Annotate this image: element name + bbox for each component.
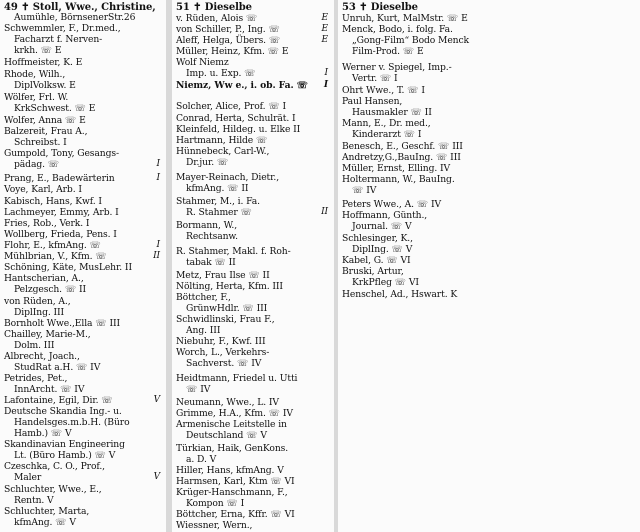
directory-entry-line <box>352 244 638 255</box>
directory-entry-line <box>176 80 332 91</box>
entry-text: Unruh, Kurt, MalMstr. ☏ E <box>342 13 468 24</box>
directory-entry-line <box>186 325 332 336</box>
directory-entry-line <box>342 163 638 174</box>
entry-text: Journal. ☏ V <box>352 221 412 232</box>
entry-text: Hiller, Hans, kfmAng. V <box>176 465 284 476</box>
directory-entry-line <box>342 141 638 152</box>
floor-marker: I <box>156 159 160 169</box>
entry-text: Müller, Ernst, Elling. IV <box>342 163 451 174</box>
entry-text: Hantscherian, A., <box>4 273 84 284</box>
directory-entry-line <box>4 184 164 195</box>
entry-text: Rentn. V <box>14 495 54 506</box>
directory-entry-line <box>4 218 164 229</box>
directory-entry-line <box>4 57 164 68</box>
directory-entry-line <box>176 35 332 46</box>
directory-entry-line <box>14 428 164 439</box>
entry-text: Peters Wwe., A. ☏ IV <box>342 199 442 210</box>
floor-marker: II <box>153 251 160 261</box>
entry-text: v. Rüden, Alois ☏ <box>176 13 258 24</box>
entry-text: Schreibst. I <box>14 137 67 148</box>
floor-marker: E <box>321 24 328 34</box>
directory-entry-line <box>176 135 332 146</box>
directory-entry-line <box>342 210 638 221</box>
entry-text: Kabisch, Hans, Kwf. I <box>4 196 102 207</box>
directory-entry-line <box>4 115 164 126</box>
directory-entry-line <box>14 417 164 428</box>
directory-entry-line <box>14 472 164 483</box>
entry-text: KrkPfleg ☏ VI <box>352 277 419 288</box>
entry-text: Bornholt Wwe.,Ella ☏ III <box>4 318 121 329</box>
directory-entry-line <box>342 2 638 13</box>
directory-entry-line <box>4 148 164 159</box>
entry-text: DiplIng. ☏ V <box>352 244 413 255</box>
directory-entry-line <box>14 362 164 373</box>
entry-text: Aleff, Helga, Übers. ☏ <box>176 35 281 46</box>
entry-text: Kabel, G. ☏ VI <box>342 255 411 266</box>
directory-entry-line <box>342 24 638 35</box>
directory-entry-line <box>176 220 332 231</box>
directory-entry-line <box>4 273 164 284</box>
entry-text: Krüger-Hanschmann, F., <box>176 487 288 498</box>
directory-entry-line <box>342 85 638 96</box>
entry-text: Niebuhr, F., Kwf. III <box>176 336 266 347</box>
entry-text: Müller, Heinz, Kfm. ☏ E <box>176 46 289 57</box>
entry-text: tabak ☏ II <box>186 257 236 268</box>
directory-entry-line <box>176 172 332 183</box>
directory-entry-line <box>352 107 638 118</box>
directory-entry-line <box>186 498 332 509</box>
entry-text: Wolf Niemz <box>176 57 229 68</box>
directory-entry-line <box>4 23 164 34</box>
directory-entry-line <box>14 137 164 148</box>
entry-text: Neumann, Wwe., L. IV <box>176 397 279 408</box>
entry-text: pädag. ☏ <box>14 159 60 170</box>
entry-text: Aumühle, BörnsenerStr.26 <box>14 12 136 23</box>
directory-entry-line <box>342 199 638 210</box>
directory-entry-line <box>352 35 638 46</box>
entry-text: Rechtsanw. <box>186 231 238 242</box>
directory-entry-line <box>176 465 332 476</box>
directory-entry-line <box>342 96 638 107</box>
entry-text: Film-Prod. ☏ E <box>352 46 424 57</box>
floor-marker: V <box>153 395 160 405</box>
directory-entry-line <box>352 277 638 288</box>
directory-entry-line <box>176 24 332 35</box>
floor-marker: I <box>156 240 160 250</box>
directory-entry-line <box>4 395 164 406</box>
entry-text: Wollberg, Frieda, Pens. I <box>4 229 117 240</box>
entry-text: Harmsen, Karl, Ktm ☏ VI <box>176 476 295 487</box>
entry-text: InnArcht. ☏ IV <box>14 384 85 395</box>
house-number-heading: 49 ✝ Stoll, Wwe., Christine, <box>4 2 156 13</box>
directory-entry-line <box>4 351 164 362</box>
entry-text: Hausmakler ☏ II <box>352 107 432 118</box>
floor-marker: I <box>324 68 328 78</box>
directory-entry-line <box>14 45 164 56</box>
directory-entry-line <box>4 406 164 417</box>
directory-entry-line <box>176 101 332 112</box>
directory-entry-line <box>186 303 332 314</box>
entry-text: Stahmer, M., i. Fa. <box>176 196 260 207</box>
entry-text: Deutschland ☏ V <box>186 430 267 441</box>
directory-entry-line <box>14 159 164 170</box>
entry-text: Böttcher, F., <box>176 292 231 303</box>
directory-entry-line <box>14 80 164 91</box>
entry-text: Andretzy,G.,BauIng. ☏ III <box>342 152 461 163</box>
directory-entry-line <box>176 487 332 498</box>
house-number-heading: 51 ✝ Dieselbe <box>176 2 252 13</box>
directory-entry-line <box>352 185 638 196</box>
entry-text: Skandinavian Engineering <box>4 439 125 450</box>
entry-text: Dr.jur. ☏ <box>186 157 229 168</box>
entry-text: von Rüden, A., <box>4 296 71 307</box>
directory-entry-line <box>4 373 164 384</box>
directory-entry-line <box>342 118 638 129</box>
directory-entry-line <box>186 257 332 268</box>
entry-text: Mann, E., Dr. med., <box>342 118 431 129</box>
directory-entry-line <box>352 221 638 232</box>
entry-text: Böttcher, Erna, Kffr. ☏ VI <box>176 509 295 520</box>
directory-entry-line <box>4 126 164 137</box>
entry-text: Paul Hansen, <box>342 96 403 107</box>
directory-entry-line <box>176 443 332 454</box>
directory-entry-line <box>4 229 164 240</box>
entry-text: Werner v. Spiegel, Imp.- <box>342 62 452 73</box>
entry-text: Hartmann, Hilde ☏ <box>176 135 268 146</box>
directory-entry-line <box>342 62 638 73</box>
entry-text: Worch, L., Verkehrs- <box>176 347 270 358</box>
entry-text: Ang. III <box>186 325 221 336</box>
entry-text: Schöning, Käte, MusLehr. II <box>4 262 132 273</box>
directory-entry-line <box>4 92 164 103</box>
directory-entry-line <box>342 233 638 244</box>
entry-text: DiplIng. III <box>14 307 65 318</box>
directory-entry-line <box>176 246 332 257</box>
floor-marker: I <box>156 173 160 183</box>
entry-text: Handelsges.m.b.H. (Büro <box>14 417 130 428</box>
directory-entry-line <box>176 46 332 57</box>
entry-text: Voye, Karl, Arb. I <box>4 184 82 195</box>
directory-entry-line <box>176 419 332 430</box>
directory-entry-line <box>176 270 332 281</box>
entry-text: Menck, Bodo, i. folg. Fa. <box>342 24 453 35</box>
directory-entry-line <box>4 240 164 251</box>
directory-entry-line <box>352 46 638 57</box>
directory-entry-line <box>342 13 638 24</box>
directory-entry-line <box>176 314 332 325</box>
entry-text: Armenische Leitstelle in <box>176 419 287 430</box>
entry-text: Kinderarzt ☏ I <box>352 129 422 140</box>
directory-entry-line <box>176 113 332 124</box>
directory-entry-line <box>176 2 332 13</box>
directory-entry-line <box>14 340 164 351</box>
entry-text: Conrad, Herta, Schulrät. I <box>176 113 296 124</box>
directory-entry-line <box>14 103 164 114</box>
entry-text: Ohrt Wwe., T. ☏ I <box>342 85 425 96</box>
directory-entry-line <box>176 373 332 384</box>
entry-text: von Schiller, P., Ing. ☏ <box>176 24 280 35</box>
directory-entry-line <box>176 408 332 419</box>
entry-text: StudRat a.H. ☏ IV <box>14 362 101 373</box>
directory-entry-line <box>186 157 332 168</box>
entry-text: Hamb.) ☏ V <box>14 428 72 439</box>
entry-text: Niemz, Ww e., i. ob. Fa. ☏ <box>176 80 309 91</box>
entry-text: kfmAng. ☏ II <box>186 183 249 194</box>
entry-text: Hoffmann, Günth., <box>342 210 428 221</box>
entry-text: DiplVolksw. E <box>14 80 76 91</box>
entry-text: krkh. ☏ E <box>14 45 62 56</box>
entry-text: Chailley, Marie-M., <box>4 329 91 340</box>
directory-entry-line <box>342 289 638 300</box>
entry-text: Imp. u. Exp. ☏ <box>186 68 256 79</box>
entry-text: Balzereit, Frau A., <box>4 126 88 137</box>
entry-text: Mühlbrian, V., Kfm. ☏ <box>4 251 107 262</box>
entry-text: Metz, Frau Ilse ☏ II <box>176 270 270 281</box>
directory-entry-line <box>186 454 332 465</box>
entry-text: Prang, E., Badewärterin <box>4 173 115 184</box>
directory-entry-line <box>176 347 332 358</box>
directory-entry-line <box>4 329 164 340</box>
directory-entry-line <box>4 69 164 80</box>
directory-entry-line <box>186 68 332 79</box>
entry-text: Hoffmeister, K. E <box>4 57 83 68</box>
entry-text: Wolfer, Anna ☏ E <box>4 115 86 126</box>
floor-marker: II <box>321 207 328 217</box>
entry-text: GrünwHdlr. ☏ III <box>186 303 268 314</box>
entry-text: Wiessner, Wern., <box>176 520 253 531</box>
entry-text: Türkian, Haik, GenKons. <box>176 443 289 454</box>
directory-entry-line <box>14 495 164 506</box>
floor-marker: V <box>153 472 160 482</box>
directory-entry-line <box>4 207 164 218</box>
directory-entry-line <box>4 506 164 517</box>
directory-entry-line <box>14 384 164 395</box>
entry-text: Kleinfeld, Hildeg. u. Elke II <box>176 124 301 135</box>
entry-text: Henschel, Ad., Hswart. K <box>342 289 458 300</box>
directory-entry-line <box>4 461 164 472</box>
directory-entry-line <box>4 296 164 307</box>
entry-text: Mayer-Reinach, Dietr., <box>176 172 280 183</box>
entry-text: Heidtmann, Friedel u. Utti <box>176 373 298 384</box>
column-53 <box>338 0 640 532</box>
directory-entry-line <box>186 384 332 395</box>
directory-entry-line <box>4 439 164 450</box>
directory-entry-line <box>176 146 332 157</box>
entry-text: Schwemmler, F., Dr.med., <box>4 23 121 34</box>
directory-entry-line <box>176 397 332 408</box>
entry-text: Schwidlinski, Frau F., <box>176 314 275 325</box>
directory-entry-line <box>176 13 332 24</box>
directory-entry-line <box>186 358 332 369</box>
directory-entry-line <box>14 34 164 45</box>
entry-text: Albrecht, Joach., <box>4 351 80 362</box>
entry-text: Nölting, Herta, Kfm. III <box>176 281 283 292</box>
entry-text: Bormann, W., <box>176 220 238 231</box>
entry-text: Vertr. ☏ I <box>352 73 398 84</box>
entry-text: Flohr, E., kfmAng. ☏ <box>4 240 101 251</box>
entry-text: Schlesinger, K., <box>342 233 413 244</box>
directory-entry-line <box>14 517 164 528</box>
directory-entry-line <box>4 196 164 207</box>
directory-entry-line <box>342 152 638 163</box>
directory-entry-line <box>342 266 638 277</box>
directory-entry-line <box>186 183 332 194</box>
entry-text: Maler <box>14 472 42 483</box>
directory-entry-line <box>14 307 164 318</box>
directory-entry-line <box>14 284 164 295</box>
entry-text: Facharzt f. Nerven- <box>14 34 103 45</box>
directory-entry-line <box>14 450 164 461</box>
directory-entry-line <box>4 262 164 273</box>
entry-text: Lafontaine, Egil, Dir. ☏ <box>4 395 113 406</box>
entry-text: Lt. (Büro Hamb.) ☏ V <box>14 450 116 461</box>
directory-entry-line <box>186 231 332 242</box>
entry-text: Gumpold, Tony, Gesangs- <box>4 148 119 159</box>
entry-text: Deutsche Skandia Ing.- u. <box>4 406 122 417</box>
directory-entry-line <box>176 509 332 520</box>
entry-text: Czeschka, C. O., Prof., <box>4 461 105 472</box>
directory-entry-line <box>176 520 332 531</box>
directory-entry-line <box>176 57 332 68</box>
directory-entry-line <box>4 484 164 495</box>
entry-text: R. Stahmer ☏ <box>186 207 252 218</box>
entry-text: Dolm. III <box>14 340 55 351</box>
entry-text: a. D. V <box>186 454 217 465</box>
column-49 <box>0 0 166 532</box>
directory-entry-line <box>186 430 332 441</box>
entry-text: Fries, Rob., Verk. I <box>4 218 90 229</box>
entry-text: Holtermann, W., BauIng. <box>342 174 455 185</box>
directory-entry-line <box>176 476 332 487</box>
floor-marker: I <box>323 80 328 90</box>
house-number-heading: 53 ✝ Dieselbe <box>342 2 418 13</box>
directory-entry-line <box>176 124 332 135</box>
entry-text: Sachverst. ☏ IV <box>186 358 262 369</box>
entry-text: Pelzgesch. ☏ II <box>14 284 87 295</box>
entry-text: Hünnebeck, Carl-W., <box>176 146 270 157</box>
entry-text: Grimme, H.A., Kfm. ☏ IV <box>176 408 293 419</box>
entry-text: Kompon ☏ I <box>186 498 245 509</box>
directory-entry-line <box>352 73 638 84</box>
entry-text: R. Stahmer, Makl. f. Roh- <box>176 246 291 257</box>
directory-entry-line <box>14 12 164 23</box>
directory-entry-line <box>176 196 332 207</box>
floor-marker: E <box>321 35 328 45</box>
directory-entry-line <box>4 173 164 184</box>
directory-entry-line <box>342 174 638 185</box>
entry-text: Rhode, Wilh., <box>4 69 66 80</box>
entry-text: KrkSchwest. ☏ E <box>14 103 96 114</box>
directory-entry-line <box>176 281 332 292</box>
floor-marker: E <box>321 13 328 23</box>
entry-text: Bruski, Artur, <box>342 266 404 277</box>
entry-text: ☏ IV <box>352 185 377 196</box>
column-51 <box>172 0 334 532</box>
entry-text: Wölfer, Frl. W. <box>4 92 69 103</box>
entry-text: ☏ IV <box>186 384 211 395</box>
directory-entry-line <box>342 255 638 266</box>
directory-entry-line <box>176 336 332 347</box>
entry-text: „Gong-Film“ Bodo Menck <box>352 35 470 46</box>
directory-entry-line <box>4 251 164 262</box>
entry-text: kfmAng. ☏ V <box>14 517 76 528</box>
entry-text: Schluchter, Wwe., E., <box>4 484 102 495</box>
directory-entry-line <box>176 292 332 303</box>
entry-text: Benesch, E., Geschf. ☏ III <box>342 141 463 152</box>
entry-text: Petrides, Pet., <box>4 373 68 384</box>
entry-text: Lachmeyer, Emmy, Arb. I <box>4 207 119 218</box>
directory-entry-line <box>352 129 638 140</box>
entry-text: Solcher, Alice, Prof. ☏ I <box>176 101 286 112</box>
entry-text: Schluchter, Marta, <box>4 506 90 517</box>
directory-entry-line <box>4 318 164 329</box>
directory-entry-line <box>186 207 332 218</box>
